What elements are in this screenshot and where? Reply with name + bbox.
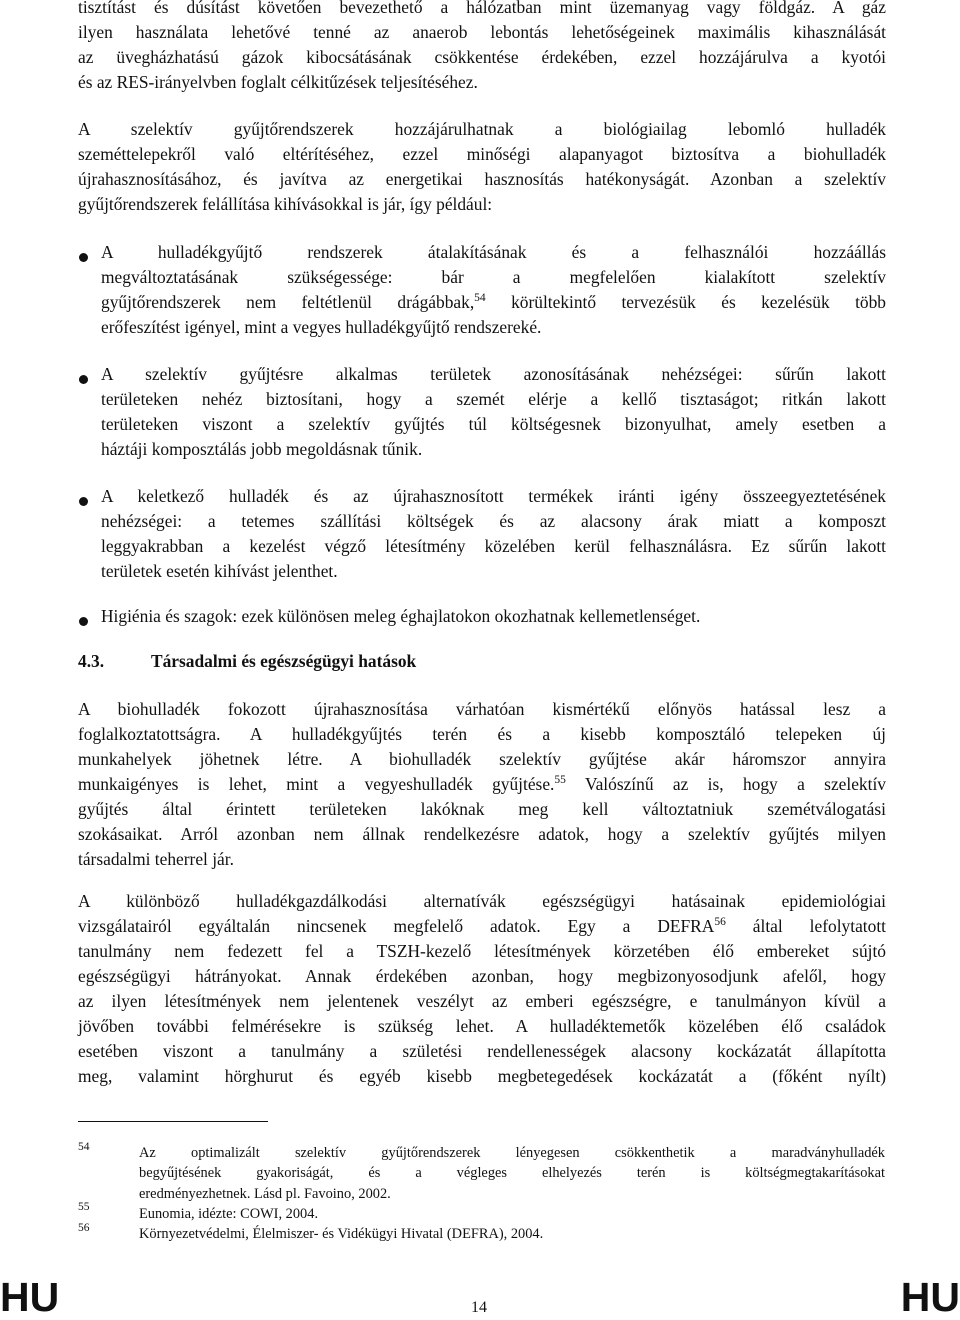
- text-line: területeken viszont a szelektív gyűjtés túl költségesnek bizonyulhat, amely esetben a: [101, 414, 886, 434]
- footnote-line: Eunomia, idézte: COWI, 2004.: [139, 1206, 319, 1222]
- text-line-with-footnote: [78, 772, 886, 797]
- footnote-ref[interactable]: 54: [474, 292, 486, 304]
- text-line: és az RES-irányelvben foglalt célkitűzések teljesítéséhez.: [78, 72, 478, 92]
- text-line: területeken nehéz biztosítani, hogy a szemét elérje a kellő tisztaságot; ritkán lakott: [101, 389, 886, 409]
- text-line: tisztítást és dúsítást követően bevezethető a hálózatban mint üzemanyag vagy földgáz. A gáz: [78, 0, 886, 17]
- footnote-number: 54: [78, 1141, 90, 1153]
- text-segment: által lefolytatott: [725, 916, 886, 936]
- text-line: Higiénia és szagok: ezek különösen meleg éghajlatokon okozhatnak kellemetlenséget.: [101, 606, 701, 626]
- text-line: gyűjtőrendszerek felállítása kihívásokkal is jár, így például:: [78, 194, 493, 214]
- footnote-line: Környezetvédelmi, Élelmiszer- és Vidékügyi Hivatal (DEFRA), 2004.: [139, 1226, 544, 1242]
- text-line: nehézségei: a tetemes szállítási költségek és az alacsony árak miatt a komposzt: [101, 511, 886, 531]
- footnote-ref[interactable]: 56: [714, 916, 726, 928]
- footnote-line: Az optimalizált szelektív gyűjtőrendszerek lényegesen csökkenthetik a maradványhulladék: [139, 1145, 885, 1161]
- text-line: A különböző hulladékgazdálkodási alternatívák egészségügyi hatásainak epidemiológiai: [78, 891, 886, 911]
- text-line: az ilyen létesítmények nem jelentenek veszélyt az emberi egészségre, e tanulmányon kívül a: [78, 991, 886, 1011]
- text-line: megváltoztatásának szükségessége: bár a megfelelően kialakított szelektív: [101, 267, 886, 287]
- bullet-icon: [79, 497, 88, 506]
- footer-language-right: HU: [900, 1274, 960, 1320]
- footnote-number: 55: [78, 1201, 90, 1213]
- section-number: 4.3.: [78, 651, 105, 671]
- text-line: A biohulladék fokozott újrahasznosítása várhatóan kismértékű előnyös hatással lesz a: [78, 699, 886, 719]
- text-line: szokásaikat. Arról azonban nem állnak rendelkezésre adatok, hogy a szelektív gyűjtés milyen: [78, 824, 886, 844]
- text-segment: körültekintő tervezésük és kezelésük több: [485, 292, 886, 312]
- text-line: szeméttelepekről való eltérítéséhez, ezzel minőségi alapanyagot biztosítva a biohulladék: [78, 144, 886, 164]
- bullet-icon: [79, 375, 88, 384]
- text-line: ilyen használata lehetővé tenné az anaerob lebontás lehetőségeinek maximális kihasználását: [78, 22, 886, 42]
- text-line: foglalkoztatottságra. A hulladékgyűjtés terén és a kisebb komposztáló telepeken új: [78, 724, 886, 744]
- text-line: területek esetén kihívást jelenthet.: [101, 561, 338, 581]
- page-number: 14: [471, 1299, 487, 1316]
- text-segment: gyűjtőrendszerek nem feltétlenül drágábbak,: [101, 292, 475, 312]
- text-line: esetében viszont a tanulmány a születési rendellenességek alacsony kockázatát állapította: [78, 1041, 886, 1061]
- text-segment: munkaigényes is lehet, mint a vegyeshulladék gyűjtése.: [78, 774, 555, 794]
- text-line: az üvegházhatású gázok kibocsátásának csökkentése érdekében, ezzel hozzájárulva a kyotói: [78, 47, 886, 67]
- text-segment: vizsgálatairól egyáltalán nincsenek megfelelő adatok. Egy a DEFRA: [78, 916, 715, 936]
- text-line: egészségügyi hátrányokat. Annak érdekében azonban, hogy megbizonyosodjunk afelől, hogy: [78, 966, 886, 986]
- text-line: tanulmány nem fedezett fel a TSZH-kezelő létesítmények körzetében élő embereket sújtó: [78, 941, 886, 961]
- text-line-with-footnote: [78, 914, 886, 939]
- text-segment: Valószínű az is, hogy a szelektív: [565, 774, 886, 794]
- text-line: erőfeszítést igényel, mint a vegyes hulladékgyűjtő rendszereké.: [101, 317, 542, 337]
- text-line: A szelektív gyűjtésre alkalmas területek azonosításának nehézségei: sűrűn lakott: [101, 364, 886, 384]
- text-line: leggyakrabban a kezelést végző létesítmény közelében kerül felhasználásra. Ez sűrűn lakott: [101, 536, 886, 556]
- text-line: A keletkező hulladék és az újrahasznosított termékek iránti igény összeegyeztetésének: [101, 486, 886, 506]
- footnote-number: 56: [78, 1222, 90, 1234]
- footnote-line: eredményezhetnek. Lásd pl. Favoino, 2002.: [139, 1186, 391, 1202]
- text-line: jövőben további felmérésekre is szükség lehet. A hulladéktemetők közelében élő családok: [78, 1016, 886, 1036]
- text-line-with-footnote: [101, 290, 886, 315]
- bullet-icon: [79, 253, 88, 262]
- text-line: munkahelyek jöhetnek létre. A biohulladék szelektív gyűjtése akár háromszor annyira: [78, 749, 886, 769]
- text-line: újrahasznosításához, és javítva az energetikai hasznosítás hatékonyságát. Azonban a szelektív: [78, 169, 886, 189]
- text-line: társadalmi teherrel jár.: [78, 849, 234, 869]
- footnote-ref[interactable]: 55: [554, 774, 566, 786]
- text-line: gyűjtés által érintett területeken lakóknak meg kell változtatniuk szemétválogatási: [78, 799, 886, 819]
- text-line: A szelektív gyűjtőrendszerek hozzájárulhatnak a biológiailag lebomló hulladék: [78, 119, 886, 139]
- footer-language-left: HU: [0, 1274, 60, 1320]
- text-line: meg, valamint hörghurut és egyéb kisebb megbetegedések kockázatát a (főként nyílt): [78, 1066, 886, 1086]
- footnote-divider: [78, 1121, 268, 1122]
- text-line: A hulladékgyűjtő rendszerek átalakításának és a felhasználói hozzáállás: [101, 242, 886, 262]
- bullet-icon: [79, 617, 88, 626]
- footnote-line: begyűjtésének gyakoriságát, és a végleges elhelyezés terén is költségmegtakarításokat: [139, 1165, 885, 1181]
- text-line: háztáji komposztálás jobb megoldásnak tűnik.: [101, 439, 423, 459]
- section-title: Társadalmi és egészségügyi hatások: [151, 651, 417, 671]
